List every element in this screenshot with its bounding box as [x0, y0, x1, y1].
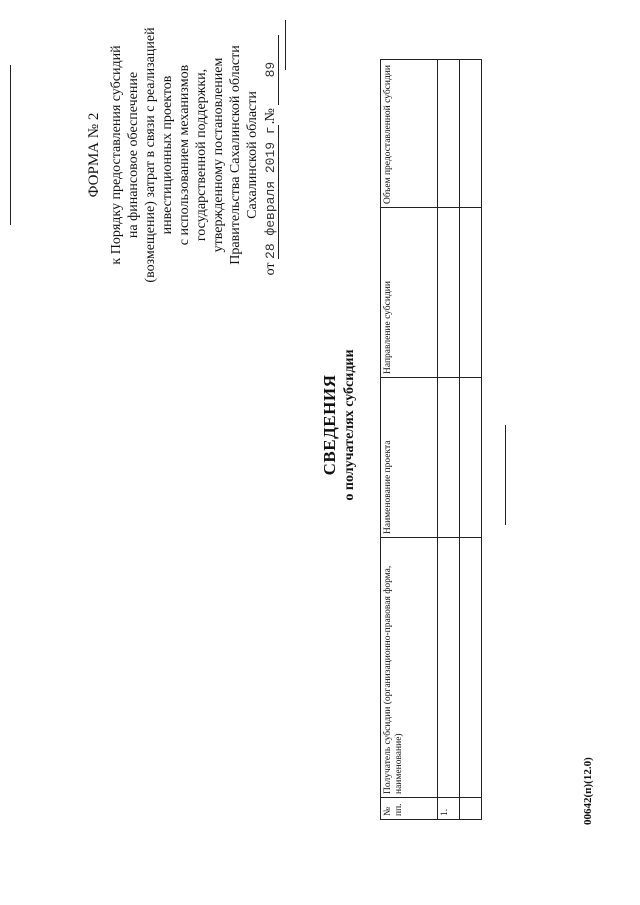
header-line: (возмещение) затрат в связи с реализацией: [143, 27, 158, 283]
table-cell: [460, 798, 482, 820]
table-cell: [460, 538, 482, 798]
header-line: инвестиционных проектов: [160, 75, 175, 235]
date-prefix: от: [263, 262, 278, 276]
table-header-row: [381, 60, 438, 820]
column-header-number: № пп.: [381, 798, 438, 820]
table-cell: [438, 538, 460, 798]
number-value: 89: [263, 35, 279, 105]
title-subtitle: о получателях субсидии: [342, 349, 357, 501]
column-header-project: Наименование проекта: [381, 378, 438, 538]
table-cell: [438, 60, 460, 208]
header-line: с использованием механизмов: [177, 64, 192, 246]
column-header-recipient: Получатель субсидии (организационно-правовая форма, наименование): [381, 538, 438, 798]
table-cell: [460, 378, 482, 538]
header-line: утвержденному постановлением: [211, 57, 226, 253]
document-code: 00642(п)(12.0): [582, 757, 594, 825]
date-value: 28 февраля 2019 г.: [263, 118, 278, 259]
table-cell: [438, 378, 460, 538]
column-header-amount: Объем предоставленной субсидии: [381, 60, 438, 208]
header-line: государственной поддержки,: [194, 68, 209, 242]
table-cell: [460, 208, 482, 378]
title-main: СВЕДЕНИЯ: [320, 374, 339, 476]
form-title: ФОРМА № 2: [86, 112, 102, 198]
header-line: Сахалинской области: [245, 91, 260, 219]
table-row: [460, 60, 482, 820]
margin-line-top-right: [285, 20, 286, 70]
header-line: Правительства Сахалинской области: [228, 45, 243, 265]
table-row: [438, 60, 460, 820]
table-cell: 1.: [438, 798, 460, 820]
date-line: [262, 0, 279, 345]
form-header: [86, 0, 279, 345]
document-title: [320, 295, 358, 555]
column-header-direction: Направление субсидии: [381, 208, 438, 378]
margin-line-middle: [505, 425, 506, 525]
table-cell: [460, 60, 482, 208]
recipients-table: [380, 59, 482, 820]
number-label: №: [263, 108, 278, 122]
table-cell: [438, 208, 460, 378]
header-line: на финансовое обеспечение: [126, 71, 141, 239]
margin-line-top-left: [10, 65, 11, 225]
header-line: к Порядку предоставления субсидий: [109, 45, 124, 265]
